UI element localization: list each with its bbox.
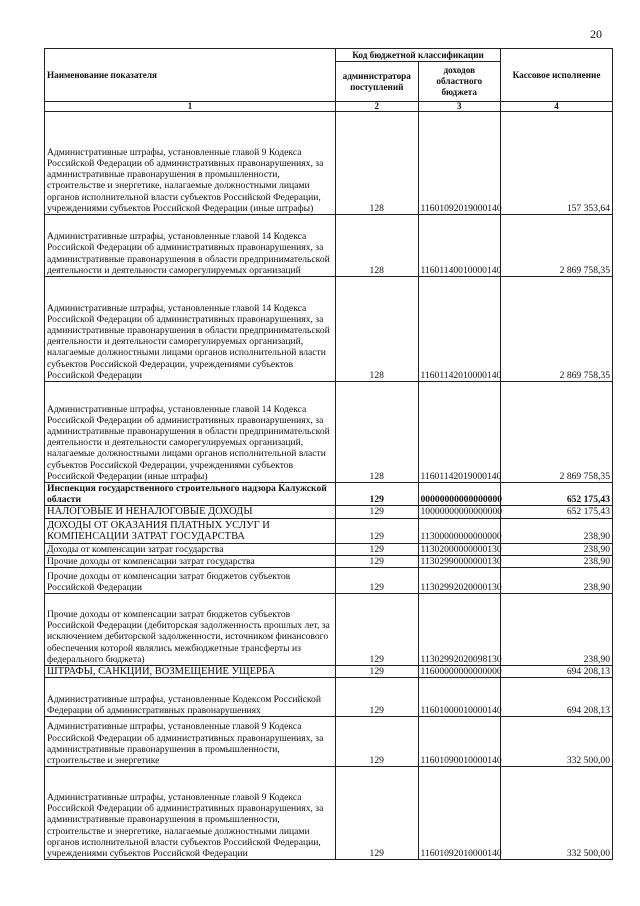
row-name: НАЛОГОВЫЕ И НЕНАЛОГОВЫЕ ДОХОДЫ — [45, 506, 336, 518]
table-row — [45, 767, 613, 860]
row-admin-code: 128 — [336, 112, 419, 215]
table-row — [45, 666, 613, 678]
row-name: Административные штрафы, установленные главой 9 Кодекса Российской Федерации об административных правонарушениях, за административные правонарушения в промышленности, строительстве и энергетике, налагаемые должностными лицами органов исполнительной власти субъектов Российской Федерации, учреждениями субъектов Российской Федерации — [45, 767, 336, 860]
table-body — [45, 112, 613, 860]
row-revenue-code: 11601142019000140 — [418, 382, 501, 483]
row-amount: 157 353,64 — [501, 112, 613, 215]
row-revenue-code: 11302992020098130 — [418, 594, 501, 666]
page-number: 20 — [590, 27, 602, 41]
row-amount: 2 869 758,35 — [501, 215, 613, 277]
table-row — [45, 215, 613, 277]
row-revenue-code: 00000000000000000 — [418, 483, 501, 506]
table-row — [45, 717, 613, 767]
row-admin-code: 129 — [336, 555, 419, 567]
row-admin-code: 129 — [336, 678, 419, 717]
row-admin-code: 129 — [336, 568, 419, 594]
row-name: ДОХОДЫ ОТ ОКАЗАНИЯ ПЛАТНЫХ УСЛУГ И КОМПЕНСАЦИИ ЗАТРАТ ГОСУДАРСТВА — [45, 518, 336, 543]
row-name: Доходы от компенсации затрат государства — [45, 543, 336, 555]
column-number: 3 — [418, 102, 501, 112]
row-name: Прочие доходы от компенсации затрат бюджетов субъектов Российской Федерации — [45, 568, 336, 594]
row-amount: 238,90 — [501, 555, 613, 567]
header-revenue-code: доходов областного бюджета — [418, 62, 501, 102]
row-admin-code: 129 — [336, 506, 419, 518]
row-admin-code: 128 — [336, 382, 419, 483]
row-admin-code: 129 — [336, 594, 419, 666]
row-name: Прочие доходы от компенсации затрат бюджетов субъектов Российской Федерации (дебиторская задолженность прошлых лет, за исключением дебиторской задолженности, источником финансового обеспечения которой являлись межбюджетные трансферты из федерального бюджета) — [45, 594, 336, 666]
row-admin-code: 128 — [336, 277, 419, 382]
row-name: Административные штрафы, установленные главой 14 Кодекса Российской Федерации об административных правонарушениях, за административные правонарушения в области предпринимательской деятельности и деятельности саморегулируемых организаций — [45, 215, 336, 277]
revenue-table — [44, 48, 613, 860]
header-kbk-group: Код бюджетной классификации — [336, 49, 501, 62]
row-admin-code: 129 — [336, 483, 419, 506]
row-amount: 332 500,00 — [501, 767, 613, 860]
row-admin-code: 129 — [336, 717, 419, 767]
row-name: ШТРАФЫ, САНКЦИИ, ВОЗМЕЩЕНИЕ УЩЕРБА — [45, 666, 336, 678]
row-name: Административные штрафы, установленные главой 14 Кодекса Российской Федерации об административных правонарушениях, за административные правонарушения в области предпринимательской деятельности и деятельности саморегулируемых организаций, налагаемые должностными лицами органов исполнительной власти субъектов Российской Федерации, учреждениями субъектов Российской Федерации (иные штрафы) — [45, 382, 336, 483]
table-row — [45, 518, 613, 543]
row-admin-code: 129 — [336, 767, 419, 860]
table-row — [45, 483, 613, 506]
column-number: 1 — [45, 102, 336, 112]
row-revenue-code: 11601000010000140 — [418, 678, 501, 717]
header-admin: администратора поступлений — [336, 62, 419, 102]
row-admin-code: 128 — [336, 215, 419, 277]
row-name: Прочие доходы от компенсации затрат государства — [45, 555, 336, 567]
row-name: Административные штрафы, установленные главой 9 Кодекса Российской Федерации об административных правонарушениях, за административные правонарушения в промышленности, строительстве и энергетике — [45, 717, 336, 767]
row-amount: 652 175,43 — [501, 483, 613, 506]
row-revenue-code: 10000000000000000 — [418, 506, 501, 518]
row-name: Административные штрафы, установленные главой 9 Кодекса Российской Федерации об административных правонарушениях, за административные правонарушения в промышленности, строительстве и энергетике, налагаемые должностными лицами органов исполнительной власти субъектов Российской Федерации, учреждениями субъектов Российской Федерации (иные штрафы) — [45, 112, 336, 215]
row-amount: 238,90 — [501, 543, 613, 555]
row-revenue-code: 11302990000000130 — [418, 555, 501, 567]
row-amount: 238,90 — [501, 568, 613, 594]
row-revenue-code: 11302000000000130 — [418, 543, 501, 555]
column-number: 4 — [501, 102, 613, 112]
row-admin-code: 129 — [336, 666, 419, 678]
table-row — [45, 277, 613, 382]
row-revenue-code: 11601090010000140 — [418, 717, 501, 767]
column-number-row — [45, 102, 613, 112]
row-amount: 238,90 — [501, 594, 613, 666]
table-row — [45, 382, 613, 483]
row-revenue-code: 11302992020000130 — [418, 568, 501, 594]
row-revenue-code: 11300000000000000 — [418, 518, 501, 543]
row-revenue-code: 11601140010000140 — [418, 215, 501, 277]
row-admin-code: 129 — [336, 518, 419, 543]
row-amount: 2 869 758,35 — [501, 382, 613, 483]
table-row — [45, 568, 613, 594]
row-amount: 694 208,13 — [501, 666, 613, 678]
table-row — [45, 678, 613, 717]
header-name: Наименование показателя — [45, 49, 336, 102]
row-amount: 2 869 758,35 — [501, 277, 613, 382]
row-amount: 238,90 — [501, 518, 613, 543]
header-amount: Кассовое исполнение — [501, 49, 613, 102]
table-row — [45, 112, 613, 215]
row-name: Административные штрафы, установленные Кодексом Российской Федерации об административных правонарушениях — [45, 678, 336, 717]
column-number: 2 — [336, 102, 419, 112]
row-amount: 652 175,43 — [501, 506, 613, 518]
row-name: Административные штрафы, установленные главой 14 Кодекса Российской Федерации об административных правонарушениях, за административные правонарушения в области предпринимательской деятельности и деятельности саморегулируемых организаций, налагаемые должностными лицами органов исполнительной власти субъектов Российской Федерации, учреждениями субъектов Российской Федерации — [45, 277, 336, 382]
row-revenue-code: 11600000000000000 — [418, 666, 501, 678]
row-revenue-code: 11601142010000140 — [418, 277, 501, 382]
row-name: Инспекция государственного строительного надзора Калужской области — [45, 483, 336, 506]
row-revenue-code: 11601092010000140 — [418, 767, 501, 860]
row-amount: 694 208,13 — [501, 678, 613, 717]
row-revenue-code: 11601092019000140 — [418, 112, 501, 215]
table-row — [45, 594, 613, 666]
row-amount: 332 500,00 — [501, 717, 613, 767]
table-row — [45, 506, 613, 518]
table-row — [45, 555, 613, 567]
row-admin-code: 129 — [336, 543, 419, 555]
table-row — [45, 543, 613, 555]
